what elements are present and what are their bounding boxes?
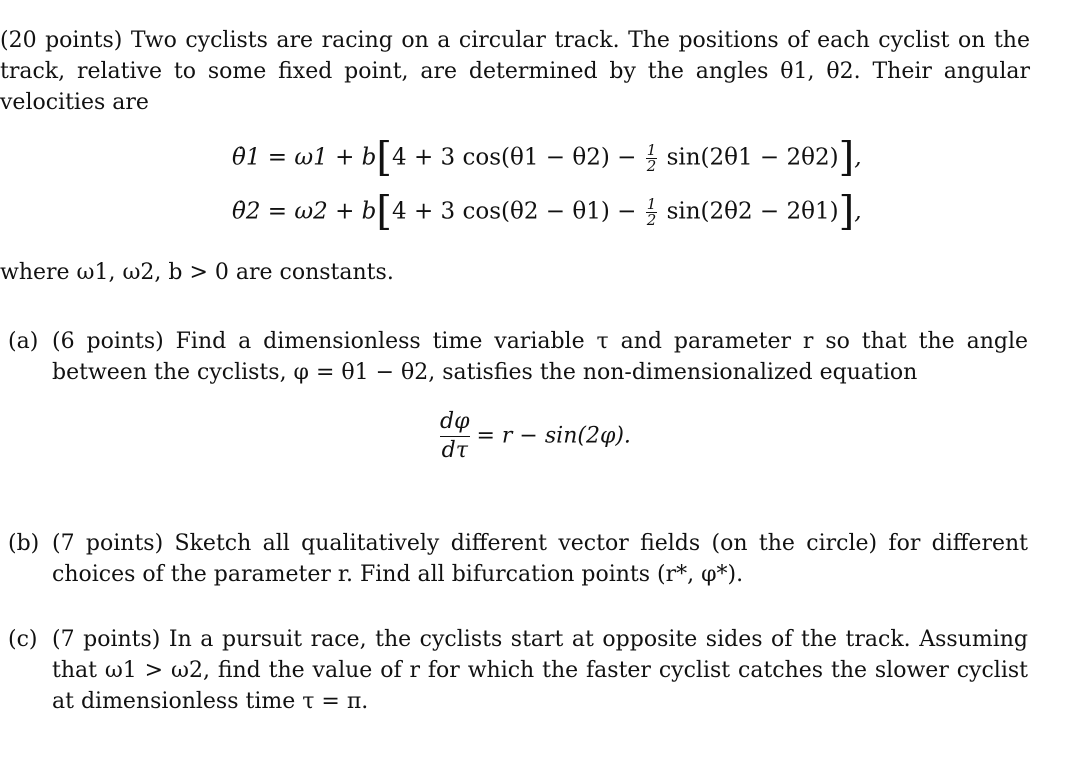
eq2-sin-term: sin(2θ2 − 2θ1) (666, 198, 839, 225)
part-b-label: (b) (8, 531, 40, 556)
part-a (8, 326, 1028, 388)
eq1-bracket-close: ] (838, 134, 855, 181)
part-b-text: (7 points) Sketch all qualitatively different vector fields (on the circle) for different choices of the parameter r. Find all bifurcation points (r*, φ*). (52, 531, 1028, 587)
nondimensional-equation (440, 408, 631, 465)
eq2-lhs: θ̇2 = ω2 + b (232, 198, 377, 225)
eq2-frac-den: 2 (646, 211, 657, 229)
part-c-text: (7 points) In a pursuit race, the cyclists start at opposite sides of the track. Assuming that ω1 > ω2, find the value of r for which the faster cyclist catches the slower cyclist at dimensionless time τ = π. (52, 627, 1028, 714)
eq2-body: 4 + 3 cos(θ2 − θ1) − (392, 198, 637, 225)
eq1-frac-num: 1 (646, 141, 657, 159)
problem-intro: (20 points) Two cyclists are racing on a circular track. The positions of each cyclist on the track, relative to some fixed point, are determined by the angles θ1, θ2. Their angular velocities are (0, 28, 1030, 115)
eq2-frac-num: 1 (646, 195, 657, 213)
eq1-tail: , (854, 144, 862, 171)
eq1-bracket-open: [ (376, 134, 392, 181)
constants-statement: where ω1, ω2, b > 0 are constants. (0, 260, 394, 285)
part-c-label: (c) (8, 627, 38, 652)
dphi-dtau-fraction (440, 408, 470, 465)
part-a-text: (6 points) Find a dimensionless time variable τ and parameter r so that the angle between the cyclists, φ = θ1 − θ2, satisfies the non-dimensionalized equation (52, 329, 1028, 385)
eq1-body: 4 + 3 cos(θ1 − θ2) − (392, 144, 637, 171)
part-b (8, 528, 1028, 590)
dtau-denominator: dτ (441, 438, 468, 463)
eq2-half-fraction (646, 197, 658, 228)
eq2-bracket-close: ] (838, 188, 855, 235)
eq1-lhs: θ̇1 = ω1 + b (232, 144, 377, 171)
equation-theta1-dot (232, 134, 862, 181)
eq1-frac-den: 2 (646, 157, 657, 175)
eq1-sin-term: sin(2θ1 − 2θ2) (666, 144, 839, 171)
part-a-label: (a) (8, 329, 39, 354)
nondimensional-rhs: = r − sin(2φ). (476, 423, 631, 449)
eq2-tail: , (854, 198, 862, 225)
eq1-half-fraction (646, 143, 658, 174)
part-c (8, 624, 1028, 717)
equation-theta2-dot (232, 188, 862, 235)
dphi-numerator: dφ (440, 408, 470, 437)
eq2-bracket-open: [ (376, 188, 392, 235)
